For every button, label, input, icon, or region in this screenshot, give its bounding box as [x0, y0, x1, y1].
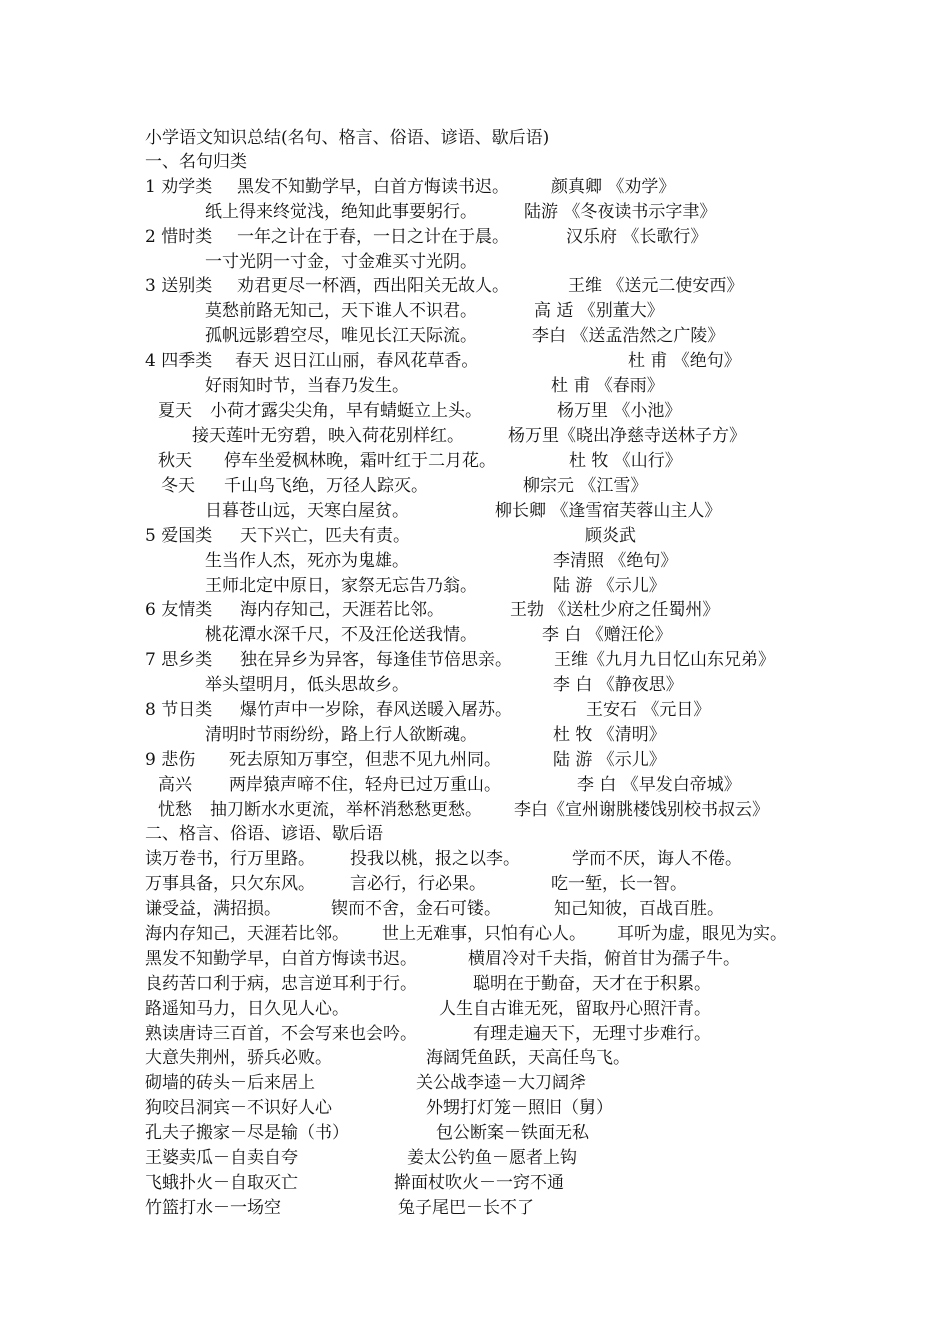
quote-line [0, 175, 950, 199]
quote-text: 千山鸟飞绝，万径人踪灭。 [224, 476, 428, 496]
quote-category: 2 惜时类 [145, 227, 213, 247]
quote-source: 陆 游 《示儿》 [553, 750, 666, 770]
quote-category: 8 节日类 [145, 700, 213, 720]
section-heading-sayings: 二、格言、俗语、谚语、歇后语 [145, 824, 383, 844]
quote-source: 李 白 《静夜思》 [553, 675, 683, 695]
quote-category: 秋天 [158, 451, 192, 471]
quote-line [0, 698, 950, 722]
xiehouyu-line [0, 1171, 950, 1195]
saying: 学而不厌，诲人不倦。 [572, 849, 742, 869]
xiehouyu: 擀面杖吹火－一窍不通 [394, 1173, 564, 1193]
xiehouyu: 关公战李逵－大刀阔斧 [416, 1073, 586, 1093]
quote-text: 海内存知己，天涯若比邻。 [240, 600, 444, 620]
quote-line [0, 723, 950, 747]
quote-category: 9 悲伤 [145, 750, 196, 770]
quote-text: 一寸光阴一寸金，寸金难买寸光阴。 [205, 252, 477, 272]
saying-line [0, 847, 950, 871]
quote-source: 杨万里 《小池》 [557, 401, 682, 421]
quote-text: 好雨知时节，当春乃发生。 [205, 376, 409, 396]
quote-line [0, 524, 950, 548]
quote-line [0, 274, 950, 298]
section-heading-quotes: 一、名句归类 [145, 152, 247, 172]
xiehouyu-line [0, 1096, 950, 1120]
xiehouyu-line [0, 1071, 950, 1095]
quote-source: 杨万里《晓出净慈寺送林子方》 [508, 426, 746, 446]
quote-text: 春天 迟日江山丽，春风花草香。 [235, 351, 479, 371]
quote-text: 劝君更尽一杯酒，西出阳关无故人。 [237, 276, 509, 296]
saying: 路遥知马力，日久见人心。 [145, 999, 349, 1019]
saying: 聪明在于勤奋，天才在于积累。 [473, 974, 711, 994]
saying-line [0, 947, 950, 971]
saying: 读万卷书，行万里路。 [145, 849, 315, 869]
quote-line [0, 673, 950, 697]
quote-category: 忧愁 [158, 800, 192, 820]
quote-text: 清明时节雨纷纷，路上行人欲断魂。 [205, 725, 477, 745]
xiehouyu: 飞蛾扑火－自取灭亡 [145, 1173, 298, 1193]
saying-line [0, 972, 950, 996]
saying: 万事具备，只欠东风。 [145, 874, 315, 894]
quote-text: 天下兴亡，匹夫有责。 [240, 526, 410, 546]
saying: 知己知彼，百战百胜。 [554, 899, 724, 919]
quote-text: 纸上得来终觉浅，绝知此事要躬行。 [205, 202, 477, 222]
quote-line [0, 598, 950, 622]
quote-line [0, 773, 950, 797]
quote-text: 两岸猿声啼不住，轻舟已过万重山。 [229, 775, 501, 795]
quote-text: 死去原知万事空，但悲不见九州同。 [229, 750, 501, 770]
xiehouyu-line [0, 1146, 950, 1170]
saying: 言必行，行必果。 [350, 874, 486, 894]
saying: 投我以桃，报之以李。 [350, 849, 520, 869]
saying: 大意失荆州，骄兵必败。 [145, 1048, 332, 1068]
quote-line [0, 424, 950, 448]
xiehouyu: 包公断案－铁面无私 [436, 1123, 589, 1143]
xiehouyu: 兔子尾巴－长不了 [398, 1198, 534, 1218]
saying-line [0, 997, 950, 1021]
quote-source: 杜 甫 《春雨》 [551, 376, 664, 396]
saying-line [0, 872, 950, 896]
quote-text: 黑发不知勤学早，白首方悔读书迟。 [237, 177, 509, 197]
quote-source: 陆 游 《示儿》 [553, 576, 666, 596]
saying: 熟读唐诗三百首，不会写来也会吟。 [145, 1024, 417, 1044]
quote-text: 爆竹声中一岁除，春风送暖入屠苏。 [240, 700, 512, 720]
quote-line [0, 648, 950, 672]
quote-source: 杜 牧 《清明》 [553, 725, 666, 745]
quote-line [0, 449, 950, 473]
quote-source: 高 适 《别董大》 [534, 301, 664, 321]
quote-line [0, 250, 950, 274]
saying: 世上无难事，只怕有心人。 [382, 924, 586, 944]
quote-line [0, 748, 950, 772]
quote-text: 小荷才露尖尖角，早有蜻蜓立上头。 [210, 401, 482, 421]
quote-text: 莫愁前路无知己，天下谁人不识君。 [205, 301, 477, 321]
quote-line [0, 299, 950, 323]
quote-text: 生当作人杰，死亦为鬼雄。 [205, 551, 409, 571]
quote-text: 王师北定中原日，家祭无忘告乃翁。 [205, 576, 477, 596]
quote-line [0, 324, 950, 348]
quote-source: 颜真卿 《劝学》 [551, 177, 676, 197]
quote-line [0, 574, 950, 598]
saying: 锲而不舍，金石可镂。 [331, 899, 501, 919]
quote-text: 独在异乡为异客，每逢佳节倍思亲。 [240, 650, 512, 670]
quote-category: 高兴 [158, 775, 192, 795]
quote-source: 王维 《送元二使安西》 [568, 276, 744, 296]
quote-line [0, 499, 950, 523]
quote-source: 李清照 《绝句》 [553, 551, 678, 571]
quote-source: 杜 牧 《山行》 [569, 451, 682, 471]
saying: 良药苦口利于病，忠言逆耳利于行。 [145, 974, 417, 994]
quote-line [0, 623, 950, 647]
saying-line [0, 1022, 950, 1046]
quote-category: 1 劝学类 [145, 177, 213, 197]
quote-source: 王安石 《元日》 [586, 700, 711, 720]
saying: 吃一堑，长一智。 [551, 874, 687, 894]
saying: 耳听为虚，眼见为实。 [617, 924, 787, 944]
quote-category: 7 思乡类 [145, 650, 213, 670]
quote-category: 3 送别类 [145, 276, 213, 296]
quote-text: 一年之计在于春，一日之计在于晨。 [237, 227, 509, 247]
quote-source: 杜 甫 《绝句》 [628, 351, 741, 371]
xiehouyu: 砌墙的砖头－后来居上 [145, 1073, 315, 1093]
quote-text: 桃花潭水深千尺，不及汪伦送我情。 [205, 625, 477, 645]
quote-text: 接天莲叶无穷碧，映入荷花别样红。 [192, 426, 464, 446]
saying: 横眉冷对千夫指，俯首甘为孺子牛。 [468, 949, 740, 969]
saying: 海阔凭鱼跃，天高任鸟飞。 [426, 1048, 630, 1068]
xiehouyu: 外甥打灯笼－照旧（舅） [426, 1098, 613, 1118]
saying-line [0, 1046, 950, 1070]
quote-text: 抽刀断水水更流，举杯消愁愁更愁。 [210, 800, 482, 820]
xiehouyu: 竹篮打水－一场空 [145, 1198, 281, 1218]
document-title: 小学语文知识总结(名句、格言、俗语、谚语、歇后语) [145, 128, 550, 148]
quote-category: 6 友情类 [145, 600, 213, 620]
quote-category: 冬天 [161, 476, 195, 496]
quote-line [0, 474, 950, 498]
quote-source: 王维《九月九日忆山东兄弟》 [554, 650, 775, 670]
quote-source: 李白《宣州谢朓楼饯别校书叔云》 [514, 800, 769, 820]
quote-line [0, 349, 950, 373]
saying: 谦受益，满招损。 [145, 899, 281, 919]
quote-source: 柳长卿 《逢雪宿芙蓉山主人》 [495, 501, 722, 521]
xiehouyu: 王婆卖瓜－自卖自夸 [145, 1148, 298, 1168]
xiehouyu: 姜太公钓鱼－愿者上钩 [407, 1148, 577, 1168]
quote-line [0, 798, 950, 822]
quote-source: 李 白 《早发白帝城》 [577, 775, 741, 795]
quote-category: 5 爱国类 [145, 526, 213, 546]
quote-source: 汉乐府 《长歌行》 [566, 227, 708, 247]
quote-category: 夏天 [158, 401, 192, 421]
saying: 有理走遍天下，无理寸步难行。 [473, 1024, 711, 1044]
xiehouyu-line [0, 1196, 950, 1220]
saying-line [0, 922, 950, 946]
quote-text: 孤帆远影碧空尽，唯见长江天际流。 [205, 326, 477, 346]
quote-source: 顾炎武 [585, 526, 636, 546]
quote-text: 举头望明月，低头思故乡。 [205, 675, 409, 695]
quote-line [0, 399, 950, 423]
quote-source: 王勃 《送杜少府之任蜀州》 [510, 600, 720, 620]
quote-line [0, 225, 950, 249]
quote-source: 李白 《送孟浩然之广陵》 [532, 326, 725, 346]
quote-line [0, 374, 950, 398]
quote-source: 柳宗元 《江雪》 [523, 476, 648, 496]
saying: 海内存知己，天涯若比邻。 [145, 924, 349, 944]
quote-source: 陆游 《冬夜读书示字聿》 [524, 202, 717, 222]
quote-line [0, 200, 950, 224]
saying-line [0, 897, 950, 921]
quote-line [0, 549, 950, 573]
saying: 人生自古谁无死，留取丹心照汗青。 [439, 999, 711, 1019]
quote-source: 李 白 《赠汪伦》 [542, 625, 672, 645]
saying: 黑发不知勤学早，白首方悔读书迟。 [145, 949, 417, 969]
xiehouyu: 狗咬吕洞宾－不识好人心 [145, 1098, 332, 1118]
quote-text: 日暮苍山远，天寒白屋贫。 [205, 501, 409, 521]
quote-category: 4 四季类 [145, 351, 213, 371]
xiehouyu: 孔夫子搬家－尽是输（书） [145, 1123, 349, 1143]
quote-text: 停车坐爱枫林晚，霜叶红于二月花。 [224, 451, 496, 471]
xiehouyu-line [0, 1121, 950, 1145]
